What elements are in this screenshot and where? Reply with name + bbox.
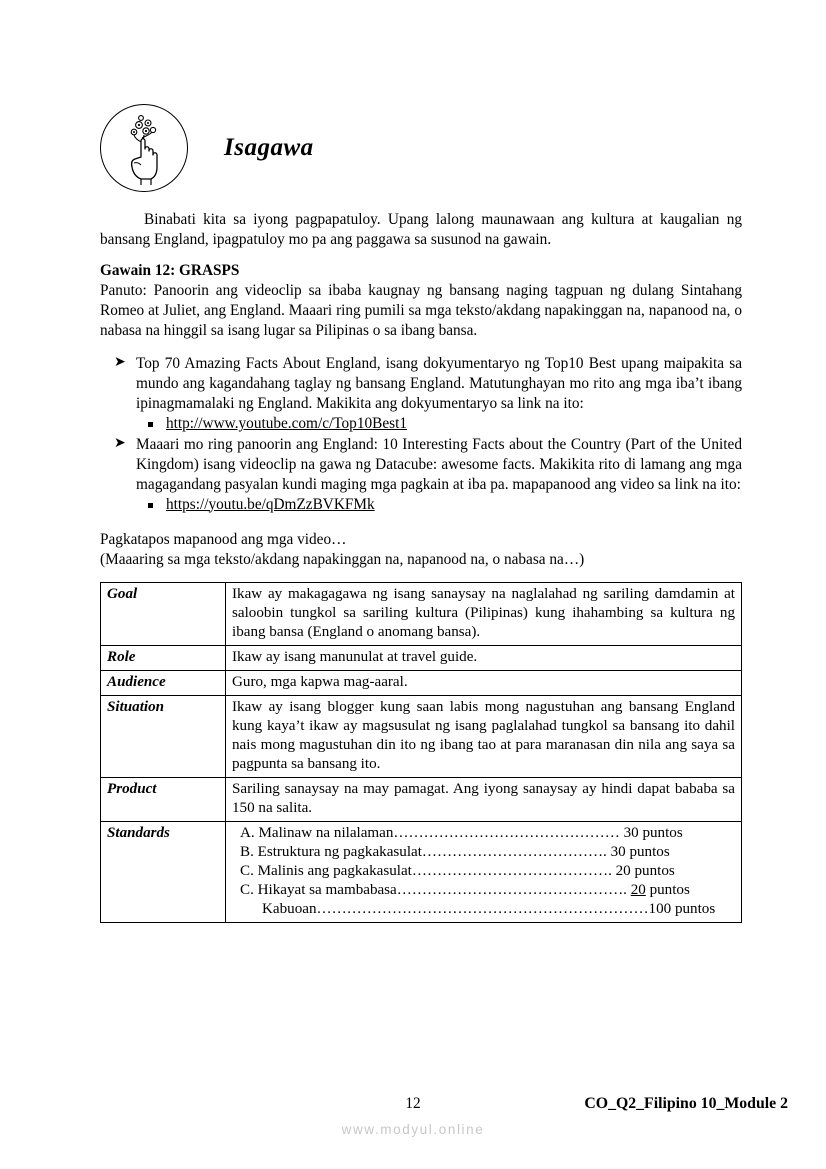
list-item bbox=[100, 354, 742, 434]
after-video-note bbox=[100, 530, 742, 570]
standards-line: A. Malinaw na nilalaman……………………………………… 30 puntos bbox=[240, 825, 683, 842]
arrow-bullet-icon: ➤ bbox=[114, 355, 126, 371]
page-content bbox=[100, 100, 742, 923]
row-value: Ikaw ay isang blogger kung saan labis mong nagustuhan ang bansang England kung kaya’t ikaw ay magsusulat ng isang paglalahad tungkol sa bansang ito dahil nais mong magustuhan din ito ng ibang tao at para maranasan din nila ang saya sa pagpunta sa bansang ito. bbox=[226, 696, 742, 778]
row-label: Role bbox=[101, 646, 226, 671]
video-link-1[interactable]: http://www.youtube.com/c/Top10Best1 bbox=[166, 415, 407, 432]
standards-total: Kabuoan…………………………………………………………100 puntos bbox=[262, 901, 716, 918]
activity-title: Gawain 12: GRASPS bbox=[100, 261, 240, 279]
row-value-standards bbox=[226, 822, 742, 923]
standards-line: C. Malinis ang pagkakasulat…………………………………. 20 puntos bbox=[240, 863, 675, 880]
watermark: www.modyul.online bbox=[341, 1122, 485, 1137]
table-row bbox=[101, 646, 742, 671]
row-value: Guro, mga kapwa mag-aaral. bbox=[226, 671, 742, 696]
standards-line-suffix: puntos bbox=[645, 882, 690, 899]
after-video-line-2: (Maaaring sa mga teksto/akdang napakinggan na, napanood na, o nabasa na…) bbox=[100, 551, 585, 569]
row-label: Goal bbox=[101, 583, 226, 646]
standards-line-prefix: C. Hikayat sa mambabasa………………………………………. bbox=[240, 882, 631, 899]
hand-pointing-flower-icon bbox=[100, 104, 188, 192]
row-label: Situation bbox=[101, 696, 226, 778]
sub-list bbox=[136, 495, 742, 515]
list-item bbox=[136, 495, 742, 515]
standards-line: B. Estruktura ng pagkakasulat………………………………. 30 puntos bbox=[240, 844, 670, 861]
square-bullet-icon bbox=[148, 422, 153, 427]
table-row bbox=[101, 583, 742, 646]
page-number: 12 bbox=[405, 1095, 421, 1112]
row-label: Standards bbox=[101, 822, 226, 923]
row-value: Ikaw ay isang manunulat at travel guide. bbox=[226, 646, 742, 671]
row-label: Product bbox=[101, 778, 226, 822]
section-header bbox=[100, 100, 742, 196]
square-bullet-icon bbox=[148, 503, 153, 508]
list-item-text: Top 70 Amazing Facts About England, isang dokyumentaryo ng Top10 Best upang maipakita sa mundo ang kagandahang taglay ng bansang England. Matutunghayan mo rito ang mga iba’t ibang ipinagmamalaki ng England. Makikita ang dokyumentaryo sa link na ito: bbox=[136, 355, 742, 413]
row-value: Ikaw ay makagagawa ng isang sanaysay na naglalahad ng sariling damdamin at saloobin tungkol sa sariling kultura (Pilipinas) kung ihahambing sa kultura ng ibang bansa (England o anomang bansa). bbox=[226, 583, 742, 646]
row-value: Sariling sanaysay na may pamagat. Ang iyong sanaysay ay hindi dapat bababa sa 150 na salita. bbox=[226, 778, 742, 822]
table-row bbox=[101, 778, 742, 822]
grasps-table bbox=[100, 582, 742, 923]
list-item-text: Maaari mo ring panoorin ang England: 10 Interesting Facts about the Country (Part of the United Kingdom) isang videoclip na gawa ng Datacube: awesome facts. Makikita rito di lamang ang mga magagandang pasyalan kundi maging mga pagkain at iba pa. mapapanood ang video sa link na ito: bbox=[136, 435, 742, 493]
list-item bbox=[136, 414, 742, 434]
sub-list bbox=[136, 414, 742, 434]
activity-instructions: Panuto: Panoorin ang videoclip sa ibaba kaugnay ng bansang naging tagpuan ng dulang Sintahang Romeo at Juliet, ang England. Maaari ring pumili sa mga teksto/akdang napakinggan na, napanood na, o nabasa na hinggil sa isang lugar sa Pilipinas o sa ibang bansa. bbox=[100, 281, 742, 339]
arrow-bullet-icon: ➤ bbox=[114, 435, 126, 451]
row-label: Audience bbox=[101, 671, 226, 696]
table-row bbox=[101, 696, 742, 778]
list-item bbox=[100, 435, 742, 515]
standards-line-score: 20 bbox=[630, 882, 646, 899]
table-row bbox=[101, 671, 742, 696]
page-title: Isagawa bbox=[224, 134, 314, 161]
after-video-line-1: Pagkatapos mapanood ang mga video… bbox=[100, 531, 347, 549]
video-link-2[interactable]: https://youtu.be/qDmZzBVKFMk bbox=[166, 495, 375, 513]
module-label: CO_Q2_Filipino 10_Module 2 bbox=[584, 1095, 788, 1112]
table-row-standards bbox=[101, 822, 742, 923]
video-list bbox=[100, 354, 742, 514]
intro-paragraph: Binabati kita sa iyong pagpapatuloy. Upang lalong maunawaan ang kultura at kaugalian ng bansang England, ipagpatuloy mo pa ang paggawa sa susunod na gawain. bbox=[100, 211, 742, 248]
standards-line-underlined bbox=[232, 881, 735, 900]
